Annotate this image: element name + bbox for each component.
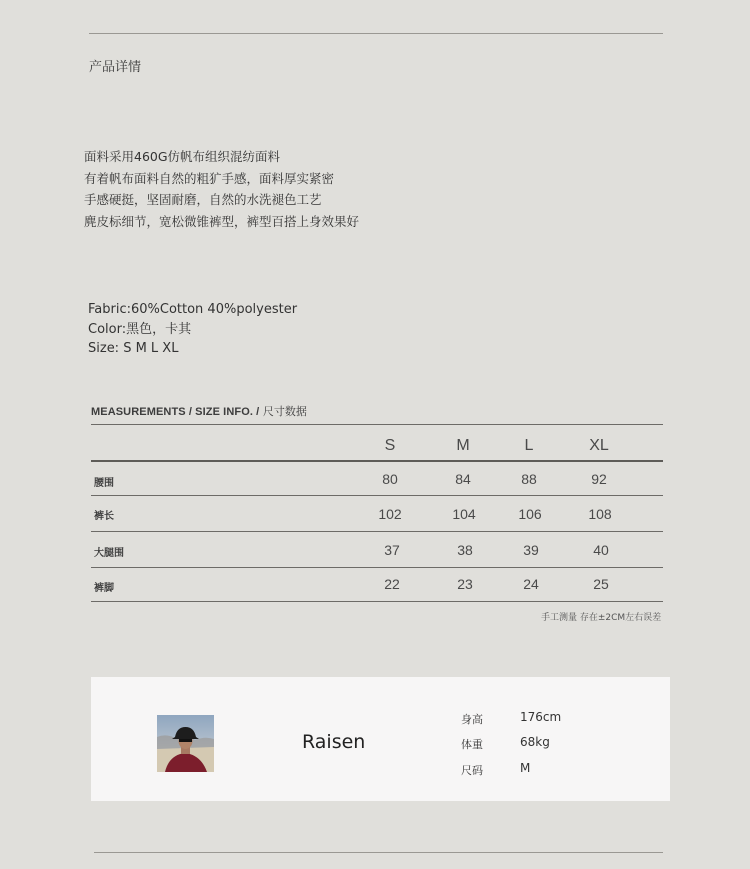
table-cell: 88 [521, 471, 537, 487]
size-header-s: S [384, 437, 396, 454]
measurements-title [91, 403, 307, 419]
measurement-note: 手工测量 存在±2CM左右误差 [541, 613, 662, 623]
table-cell: 40 [593, 542, 609, 558]
model-card [91, 677, 670, 801]
table-top-line [91, 424, 663, 425]
measurements-title-cn: 尺寸数据 [262, 405, 307, 418]
measurements-title-en: MEASUREMENTS / SIZE INFO. / [91, 406, 260, 418]
section-title: 产品详情 [89, 60, 142, 75]
height-value: 176cm [520, 710, 562, 724]
table-cell: 102 [378, 506, 402, 522]
row-label-hem: 裤脚 [94, 583, 114, 594]
product-description [84, 146, 359, 232]
model-photo [157, 715, 214, 772]
row-divider [91, 567, 663, 568]
height-label: 身高 [461, 713, 483, 726]
table-cell: 92 [591, 471, 607, 487]
color-spec: Color:黑色，卡其 [88, 321, 192, 337]
bottom-divider [94, 852, 663, 853]
fabric-spec: Fabric:60%Cotton 40%polyester [88, 302, 298, 317]
table-cell: 38 [457, 542, 473, 558]
size-label: 尺码 [461, 764, 483, 777]
model-photo-image [157, 715, 214, 772]
size-header-l: L [524, 437, 534, 454]
table-cell: 22 [384, 576, 400, 592]
table-cell: 106 [518, 506, 542, 522]
top-divider [89, 33, 663, 34]
weight-label: 体重 [461, 738, 483, 751]
size-spec: Size: S M L XL [88, 341, 179, 356]
row-label-length: 裤长 [94, 511, 114, 522]
table-cell: 108 [588, 506, 612, 522]
table-header-line [91, 460, 663, 462]
table-cell: 39 [523, 542, 539, 558]
table-cell: 23 [457, 576, 473, 592]
size-header-xl: XL [589, 437, 609, 454]
size-value: M [520, 761, 531, 775]
model-name: Raisen [302, 731, 366, 753]
table-cell: 104 [452, 506, 476, 522]
row-label-waist: 腰围 [94, 478, 114, 489]
description-line: 有着帆布面料自然的粗犷手感，面料厚实紧密 [84, 170, 335, 186]
weight-value: 68kg [520, 735, 550, 749]
table-cell: 80 [382, 471, 398, 487]
table-cell: 84 [455, 471, 471, 487]
product-specs [88, 300, 297, 359]
table-cell: 37 [384, 542, 400, 558]
row-label-thigh: 大腿围 [94, 548, 124, 559]
size-header-m: M [456, 437, 470, 454]
description-line: 手感硬挺，坚固耐磨，自然的水洗褪色工艺 [84, 192, 322, 207]
table-cell: 24 [523, 576, 539, 592]
table-bottom-line [91, 601, 663, 602]
row-divider [91, 495, 663, 496]
table-cell: 25 [593, 576, 609, 592]
row-divider [91, 531, 663, 532]
description-line: 面料采用460G仿帆布组织混纺面料 [84, 149, 281, 164]
description-line: 麂皮标细节，宽松微锥裤型，裤型百搭上身效果好 [84, 213, 360, 229]
